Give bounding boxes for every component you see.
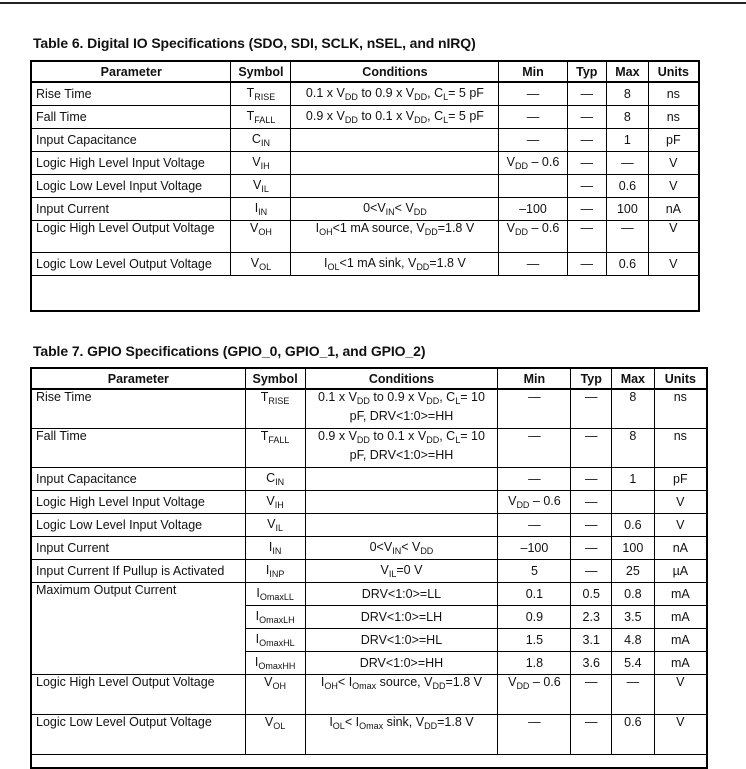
conditions-cell: $I_{OL}< I_{Omax}$ sink, $V_{DD}=1.8$ V	[305, 714, 498, 754]
max-cell	[612, 490, 655, 513]
symbol-cell	[245, 428, 305, 467]
table7-row	[31, 490, 707, 513]
min-cell: —	[498, 467, 571, 490]
conditions-cell	[291, 128, 499, 151]
param-cell: Logic Low Level Output Voltage	[31, 714, 245, 754]
symbol-cell	[245, 490, 305, 513]
symbol-cell	[245, 651, 305, 674]
min-cell: $V_{DD} - 0.6$	[499, 220, 567, 252]
symbol-cell	[245, 628, 305, 651]
symbol-cell	[231, 128, 291, 151]
typ-cell: —	[571, 428, 612, 467]
symbol-subscript: FALL	[268, 434, 290, 445]
symbol-cell	[245, 467, 305, 490]
symbol-subscript: IN	[258, 206, 268, 217]
min-cell: —	[498, 513, 571, 536]
conditions-cell: $0<V_{IN}< V_{DD}$	[291, 197, 499, 220]
symbol-cell	[245, 513, 305, 536]
typ-cell: —	[567, 197, 607, 220]
min-cell: 0.9	[498, 605, 571, 628]
table7-row	[31, 536, 707, 559]
min-cell: —	[499, 105, 567, 128]
symbol-base: I	[265, 562, 270, 577]
conditions-cell	[291, 151, 499, 174]
symbol-subscript: INP	[269, 568, 285, 579]
typ-cell: —	[567, 174, 607, 197]
min-cell: —	[499, 82, 567, 105]
symbol-base: V	[264, 714, 274, 729]
units-cell: V	[654, 674, 707, 714]
min-cell: 0.1	[498, 582, 571, 605]
param-cell: Logic High Level Input Voltage	[31, 151, 231, 174]
table7-row	[31, 559, 707, 582]
max-cell: 1	[607, 128, 649, 151]
conditions-cell: 0.9 x $V_{DD}$ to 0.1 x $V_{DD}$, $C_L= 5$ pF	[291, 105, 499, 128]
symbol-cell	[231, 220, 291, 252]
typ-cell: —	[567, 105, 607, 128]
max-cell: 100	[612, 536, 655, 559]
table7-caption: Table 7. GPIO Specifications (GPIO_0, GPIO_1, and GPIO_2)	[33, 343, 426, 359]
table6-row	[31, 197, 699, 220]
table6-row	[31, 105, 699, 128]
min-cell: $V_{DD} - 0.6$	[499, 151, 567, 174]
conditions-cell: DRV<1:0>=LL	[305, 582, 498, 605]
table6-caption: Table 6. Digital IO Specifications (SDO, SDI, SCLK, nSEL, and nIRQ)	[33, 35, 476, 51]
symbol-subscript: RISE	[268, 396, 290, 406]
table7-row	[31, 674, 707, 714]
symbol-base: V	[253, 177, 262, 192]
max-cell: 0.6	[607, 252, 649, 275]
max-cell: 0.6	[612, 714, 655, 754]
table6-row	[31, 151, 699, 174]
symbol-base: V	[250, 220, 259, 235]
symbol-subscript: OL	[259, 261, 272, 272]
typ-cell: 2.3	[571, 605, 612, 628]
typ-cell: 3.1	[571, 628, 612, 651]
symbol-base: I	[254, 654, 259, 669]
symbol-cell	[231, 82, 291, 105]
param-cell: Input Current	[31, 197, 231, 220]
symbol-subscript: FALL	[254, 114, 276, 125]
symbol-cell	[231, 151, 291, 174]
symbol-cell	[245, 582, 305, 605]
conditions-cell: 0.1 x $V_{DD}$ to 0.9 x $V_{DD}$, $C_L= 5$ pF	[291, 82, 499, 105]
table6-row	[31, 82, 699, 105]
symbol-subscript: IL	[261, 183, 269, 194]
typ-cell: —	[571, 467, 612, 490]
typ-cell: —	[571, 674, 612, 714]
param-cell: Logic Low Level Input Voltage	[31, 513, 245, 536]
typ-cell: —	[567, 82, 607, 105]
max-cell: 8	[607, 105, 649, 128]
symbol-subscript: OH	[272, 680, 287, 691]
table7-col-header: Min	[498, 368, 571, 389]
symbol-base: I	[254, 200, 259, 215]
max-cell: 0.8	[612, 582, 655, 605]
min-cell: —	[499, 252, 567, 275]
units-cell: ns	[654, 389, 707, 428]
symbol-subscript: OL	[273, 720, 286, 731]
table7-col-header: Typ	[571, 368, 612, 389]
symbol-base: V	[252, 154, 261, 169]
units-cell: V	[648, 252, 699, 275]
symbol-subscript: IN	[260, 137, 270, 148]
symbol-cell	[231, 197, 291, 220]
units-cell: V	[648, 151, 699, 174]
top-rule	[0, 2, 746, 4]
param-cell: Rise Time	[31, 389, 245, 428]
max-cell: 8	[612, 428, 655, 467]
param-cell: Logic High Level Input Voltage	[31, 490, 245, 513]
max-cell: 1	[612, 467, 655, 490]
min-cell: 1.5	[498, 628, 571, 651]
conditions-cell: DRV<1:0>=HL	[305, 628, 498, 651]
symbol-base: I	[256, 585, 260, 600]
units-cell: V	[654, 513, 707, 536]
min-cell: —	[499, 128, 567, 151]
param-cell: Input Capacitance	[31, 467, 245, 490]
conditions-cell: DRV<1:0>=HH	[305, 651, 498, 674]
units-cell: V	[648, 174, 699, 197]
conditions-cell: $I_{OH}<1$ mA source, $V_{DD}=1.8$ V	[291, 220, 499, 252]
table7-header-row	[31, 368, 707, 389]
table7-row	[31, 714, 707, 754]
units-cell: V	[654, 490, 707, 513]
symbol-subscript: IN	[275, 476, 285, 487]
symbol-cell	[231, 252, 291, 275]
param-cell: Fall Time	[31, 105, 231, 128]
units-cell: mA	[654, 582, 707, 605]
typ-cell: 0.5	[571, 582, 612, 605]
conditions-cell: $I_{OL}<1$ mA sink, $V_{DD}=1.8$ V	[291, 252, 499, 275]
min-cell: 5	[498, 559, 571, 582]
max-cell: 0.6	[612, 513, 655, 536]
typ-cell: —	[567, 220, 607, 252]
min-cell: $V_{DD} - 0.6$	[498, 490, 571, 513]
units-cell: µA	[654, 559, 707, 582]
symbol-cell	[245, 605, 305, 628]
symbol-base: V	[266, 493, 275, 508]
table6-col-header: Parameter	[31, 61, 231, 82]
units-cell: V	[648, 220, 699, 252]
symbol-base: I	[255, 608, 260, 623]
symbol-cell	[231, 105, 291, 128]
max-cell: 8	[612, 389, 655, 428]
symbol-base: T	[260, 428, 269, 443]
symbol-subscript: IH	[274, 499, 284, 510]
typ-cell: —	[571, 490, 612, 513]
max-cell: —	[612, 674, 655, 714]
table6-row	[31, 220, 699, 252]
table6-col-header: Max	[607, 61, 649, 82]
symbol-base: C	[251, 131, 261, 146]
param-cell: Logic High Level Output Voltage	[31, 674, 245, 714]
table7-col-header: Max	[612, 368, 655, 389]
table6-col-header: Min	[499, 61, 567, 82]
typ-cell: —	[571, 513, 612, 536]
units-cell: ns	[654, 428, 707, 467]
max-cell: 8	[607, 82, 649, 105]
symbol-base: T	[246, 85, 255, 100]
blank-cell	[31, 754, 707, 768]
units-cell: pF	[648, 128, 699, 151]
units-cell: mA	[654, 628, 707, 651]
typ-cell: 3.6	[571, 651, 612, 674]
symbol-subscript: OmaxHL	[259, 637, 295, 648]
units-cell: V	[654, 714, 707, 754]
table6-col-header: Symbol	[231, 61, 291, 82]
table6-col-header: Conditions	[291, 61, 499, 82]
min-cell	[499, 174, 567, 197]
param-cell: Rise Time	[31, 82, 231, 105]
symbol-base: V	[250, 255, 260, 270]
symbol-subscript: RISE	[254, 91, 276, 102]
blank-cell	[31, 275, 699, 311]
symbol-base: T	[246, 108, 255, 123]
table6-col-header: Typ	[567, 61, 607, 82]
max-cell: 5.4	[612, 651, 655, 674]
units-cell: mA	[654, 651, 707, 674]
min-cell: —	[498, 714, 571, 754]
table6-blank-row	[31, 275, 699, 311]
table6-col-header: Units	[648, 61, 699, 82]
table7-blank-row	[31, 754, 707, 768]
param-cell: Input Current If Pullup is Activated	[31, 559, 245, 582]
table6-row	[31, 128, 699, 151]
max-cell: 100	[607, 197, 649, 220]
symbol-base: C	[266, 470, 276, 485]
param-cell: Fall Time	[31, 428, 245, 467]
min-cell: —	[498, 389, 571, 428]
table6-header-row	[31, 61, 699, 82]
max-cell: 4.8	[612, 628, 655, 651]
symbol-cell	[245, 674, 305, 714]
conditions-cell	[305, 513, 498, 536]
max-cell: 3.5	[612, 605, 655, 628]
symbol-cell	[245, 536, 305, 559]
symbol-base: I	[268, 539, 273, 554]
typ-cell: —	[571, 389, 612, 428]
table7-row	[31, 467, 707, 490]
symbol-subscript: OmaxHH	[258, 660, 296, 671]
symbol-cell	[245, 714, 305, 754]
param-cell: Input Capacitance	[31, 128, 231, 151]
units-cell: pF	[654, 467, 707, 490]
conditions-cell	[305, 490, 498, 513]
table6	[30, 60, 700, 312]
symbol-base: V	[267, 516, 276, 531]
symbol-base: V	[264, 674, 273, 689]
typ-cell: —	[571, 536, 612, 559]
units-cell: mA	[654, 605, 707, 628]
typ-cell: —	[567, 151, 607, 174]
table7-row	[31, 582, 707, 605]
units-cell: ns	[648, 105, 699, 128]
conditions-cell: $V_{IL}=0$ V	[305, 559, 498, 582]
symbol-cell	[245, 559, 305, 582]
max-cell: 25	[612, 559, 655, 582]
table6-row	[31, 174, 699, 197]
min-cell: –100	[498, 536, 571, 559]
units-cell: ns	[648, 82, 699, 105]
max-cell: —	[607, 220, 649, 252]
param-cell: Logic High Level Output Voltage	[31, 220, 231, 252]
symbol-cell	[231, 174, 291, 197]
min-cell: $V_{DD} - 0.6$	[498, 674, 571, 714]
units-cell: nA	[654, 536, 707, 559]
param-cell: Maximum Output Current	[31, 582, 245, 674]
conditions-cell	[305, 467, 498, 490]
symbol-subscript: IH	[260, 160, 270, 171]
typ-cell: —	[567, 252, 607, 275]
table7	[30, 367, 708, 769]
symbol-base: T	[260, 390, 269, 404]
min-cell: 1.8	[498, 651, 571, 674]
table7-row	[31, 428, 707, 467]
conditions-cell: $I_{OH}< I_{Omax}$ source, $V_{DD}=1.8$ V	[305, 674, 498, 714]
table7-col-header: Parameter	[31, 368, 245, 389]
symbol-subscript: IN	[272, 545, 282, 556]
max-cell: —	[607, 151, 649, 174]
min-cell: –100	[499, 197, 567, 220]
symbol-cell	[245, 389, 305, 428]
table7-col-header: Units	[654, 368, 707, 389]
symbol-subscript: OH	[258, 226, 272, 237]
param-cell: Logic Low Level Input Voltage	[31, 174, 231, 197]
conditions-cell: DRV<1:0>=LH	[305, 605, 498, 628]
min-cell: —	[498, 428, 571, 467]
units-cell: nA	[648, 197, 699, 220]
typ-cell: —	[567, 128, 607, 151]
table7-row	[31, 513, 707, 536]
conditions-cell: 0.1 x $V_{DD}$ to 0.9 x $V_{DD}$, $C_L= 10$ pF, DRV<1:0>=HH	[305, 389, 498, 428]
table6-row	[31, 252, 699, 275]
symbol-base: I	[255, 631, 260, 646]
conditions-cell	[291, 174, 499, 197]
symbol-subscript: OmaxLL	[259, 591, 294, 602]
conditions-cell: $0<V_{IN}< V_{DD}$	[305, 536, 498, 559]
param-cell: Logic Low Level Output Voltage	[31, 252, 231, 275]
max-cell: 0.6	[607, 174, 649, 197]
param-cell: Input Current	[31, 536, 245, 559]
typ-cell: —	[571, 559, 612, 582]
symbol-subscript: OmaxLH	[259, 614, 295, 625]
table7-col-header: Conditions	[305, 368, 498, 389]
conditions-cell: 0.9 x $V_{DD}$ to 0.1 x $V_{DD}$, $C_L= 10$ pF, DRV<1:0>=HH	[305, 428, 498, 467]
table7-row	[31, 389, 707, 428]
typ-cell: —	[571, 714, 612, 754]
symbol-subscript: IL	[275, 522, 284, 533]
table7-col-header: Symbol	[245, 368, 305, 389]
